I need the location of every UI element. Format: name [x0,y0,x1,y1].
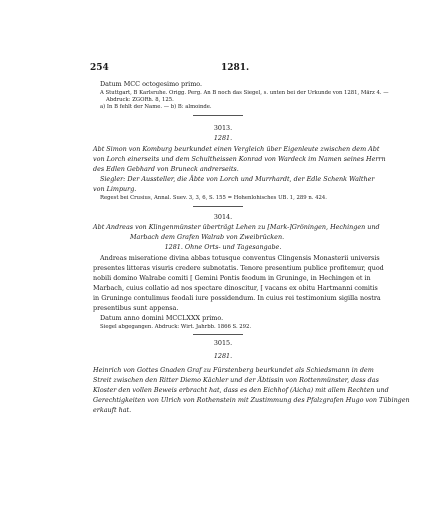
page-header [90,63,356,75]
abstract-line: erkauft hat. [93,406,132,414]
document-date-3013: 1281. [213,134,233,142]
source-note-3013: Regest bei Crusius, Annal. Suev. 3, 3, 6, S. 155 = Hohenlohisches UB. 1, 289 n. 424. [100,195,327,201]
abstract-line: des Edlen Gebhard von Bruneck andrerseits. [93,165,239,173]
abstract-line: Abt Simon von Komburg beurkundet einen Vergleich über Eigenleute zwischen dem Abt [93,145,380,153]
sealer-line: Siegler: Der Aussteller, die Äbte von Lorch und Murrhardt, der Edle Schenk Walther [100,175,375,183]
section-divider [193,115,243,116]
body-line: nobili domino Walrabe comiti [ Gemini Pontis feodum in Gruninge, in Hechingen et in [93,274,371,282]
document-number-3014: 3014. [213,213,233,221]
abstract-line: Streit zwischen den Ritter Diemo Kächler und der Äbtissin von Rottenmünster, dass das [93,376,379,384]
abstract-line: Heinrich von Gottes Gnaden Graf zu Fürstenberg beurkundet als Schiedsmann in dem [93,366,374,374]
document-number-3013: 3013. [213,124,233,132]
document-number-3015: 3015. [213,339,233,347]
abstract-line: Marbach dem Grafen Walrab von Zweibrücken. [130,233,285,241]
source-note-cont: Abdruck: ZGORh. 8, 125. [106,97,174,103]
source-note: A Stuttgart, B Karlsruhe. Origg. Perg. An B noch das Siegel, s. unten bei der Urkunde von 1281, März 4. — [100,90,389,96]
body-line: in Gruninge contulimus feodali iure possidendum. In cuius rei testimonium sigilla nostra [93,294,381,302]
datum-line-3014: Datum anno domini MCCLXXX primo. [100,314,224,322]
section-divider [193,206,243,207]
document-date-3015: 1281. [213,352,233,360]
page-number: 254 [90,63,109,73]
date-line-3014: 1281. Ohne Orts- und Tagesangabe. [164,243,282,251]
seal-note: Siegel abgegangen. Abdruck: Wirt. Jahrbb. 1866 S. 292. [100,324,252,330]
abstract-line: von Lorch einerseits und dem Schultheissen Konrad von Wardeck im Namen seines Herrn [93,155,386,163]
sealer-line: von Limpurg. [93,185,137,193]
body-line: Marbach, cuius collatio ad nos spectare dinoscitur, [ vacans ex obitu Hartmanni comitis [93,284,378,292]
body-line: presentibus sunt appensa. [93,304,179,312]
section-divider [193,334,243,335]
footnote: a) In B fehlt der Name. — b) B: almoinde. [100,104,212,110]
abstract-line: Gerechtigkeiten von Ulrich von Rothenstein mit Zustimmung des Pfalzgrafen Hugo von Tübingen [93,396,410,404]
body-line: presentes litteras visuris credere subnotatis. Tenore presentium publice profitemur, quod [93,264,384,272]
abstract-line: Kloster den vollen Beweis erbracht hat, dass es den Eichhof (Aicha) mit allem Rechten und [93,386,389,394]
datum-line: Datum MCC octogesimo primo. [100,80,203,88]
running-year: 1281. [221,63,250,73]
body-line: Andreas miseratione divina abbas totusque conventus Clingensis Monasterii universis [100,254,380,262]
abstract-line: Abt Andreas von Klingenmünster überträgt Lehen zu [Mark-]Gröningen, Hechingen und [93,223,380,231]
